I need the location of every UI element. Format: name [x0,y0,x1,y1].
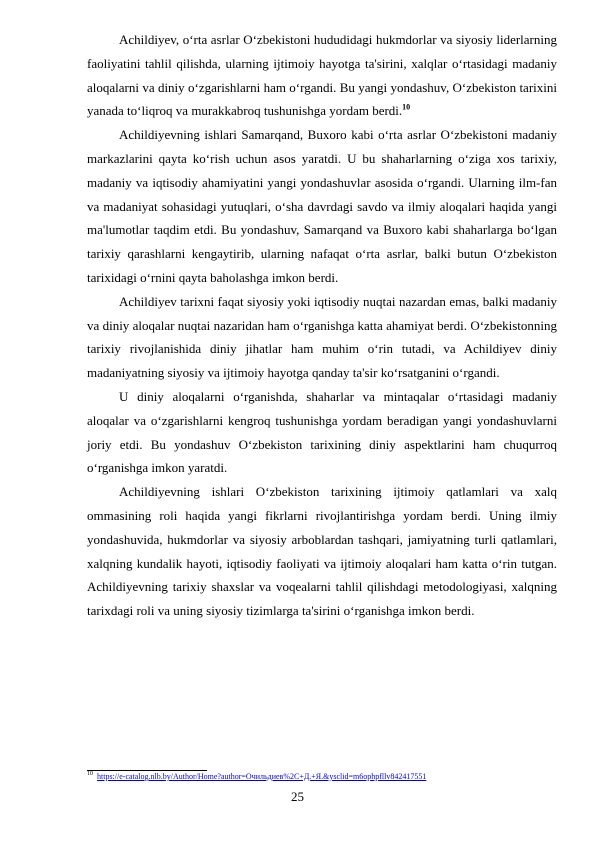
footnote-reference[interactable]: 10 [402,103,411,113]
footnote-number: 10 [87,771,93,778]
paragraph-5: Achildiyevning ishlari O‘zbekiston tarixining ijtimoiy qatlamlari va xalq ommasining roli haqida yangi fikrlarni rivojlantirishga yordam berdi. Uning ilmiy yondashuvida, hukmdorlar va siyosiy arboblardan tashqari, jamiyatning turli qatlamlari, xalqning kundalik hayoti, iqtisodiy faoliyati va ijtimoiy aloqalari ham katta o‘rin tutgan. Achildiyevning tarixiy shaxslar va voqealarni tahlil qilishdagi metodologiyasi, xalqning tarixdagi roli va uning siyosiy tizimlarga ta'sirini o‘rganishga imkon berdi. [87,484,557,619]
paragraph-1 [87,28,557,123]
body-text [87,28,557,623]
footnote-link[interactable]: https://e-catalog.nlb.by/Author/Home?author=Очильдиев%2C+Д.+Я.&ysclid=m6ophpfllv842417551 [97,772,427,781]
footnote [87,772,557,782]
paragraph-4: U diniy aloqalarni o‘rganishda, shaharlar va mintaqalar o‘rtasidagi madaniy aloqalar va o‘zgarishlarni kengroq tushunishga yordam beradigan yangi yondashuvlarni joriy etdi. Bu yondashuv O‘zbekiston tarixining diniy aspektlarini ham chuqurroq o‘rganishga imkon yaratdi. [87,388,557,476]
paragraph-2: Achildiyevning ishlari Samarqand, Buxoro kabi o‘rta asrlar O‘zbekistoni madaniy markazlarini qayta ko‘rish uchun asos yaratdi. U bu shaharlarning o‘ziga xos tarixiy, madaniy va iqtisodiy ahamiyatini yangi yondashuvlar asosida o‘rgandi. Ularning ilm-fan va madaniyat sohasidagi yutuqlari, o‘sha davrdagi savdo va ilmiy aloqalari haqida yangi ma'lumotlar taqdim etdi. Bu yondashuv, Samarqand va Buxoro kabi shaharlarga bo‘lgan tarixiy qarashlarni kengaytirib, ularning nafaqat o‘rta asrlar, balki butun O‘zbekiston tarixidagi o‘rnini qayta baholashga imkon berdi. [87,127,557,285]
paragraph-3: Achildiyev tarixni faqat siyosiy yoki iqtisodiy nuqtai nazardan emas, balki madaniy va diniy aloqalar nuqtai nazaridan ham o‘rganishga katta ahamiyat berdi. O‘zbekistonning tarixiy rivojlanishida diniy jihatlar ham muhim o‘rin tutadi, va Achildiyev diniy madaniyatning siyosiy va ijtimoiy hayotga qanday ta'sir ko‘rsatganini o‘rgandi. [87,293,557,381]
page-number: 25 [291,789,304,804]
footnote-separator [87,770,207,771]
paragraph-1-text: Achildiyev, o‘rta asrlar O‘zbekistoni hududidagi hukmdorlar va siyosiy liderlarning faoliyatini tahlil qilishda, ularning ijtimoiy hayotga ta'sirini, xalqlar o‘rtasidagi madaniy aloqalarni va diniy o‘zgarishlarni ham o‘rgandi. Bu yangi yondashuv, O‘zbekiston tarixini yanada to‘liqroq va murakkabroq tushunishga yordam berdi. [87,32,557,119]
